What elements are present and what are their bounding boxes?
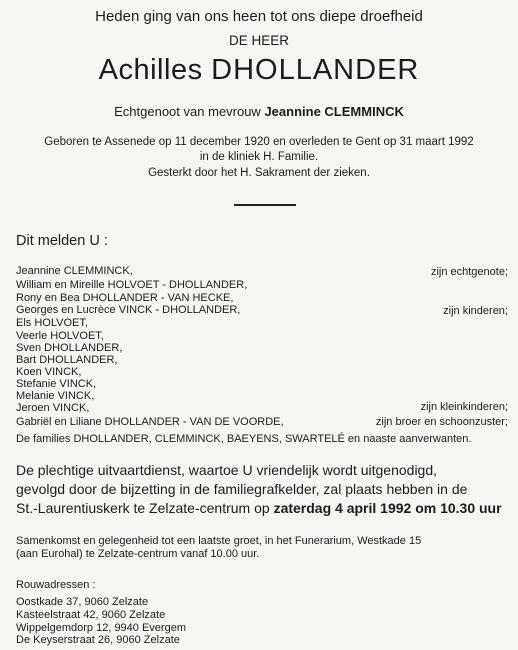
family-member: Gabriël en Liliane DHOLLANDER - VAN DE VOORDE, <box>16 416 284 428</box>
address-line: Wippelgemdorp 12, 9940 Evergem <box>16 622 186 634</box>
clinic-line: in de kliniek H. Familie. <box>199 151 319 163</box>
family-member: William en Mireille HOLVOET - DHOLLANDER, <box>16 279 248 291</box>
relation-siblings: zijn broer en schoonzuster; <box>375 416 508 428</box>
address-line: Kasteelstraat 42, 9060 Zelzate <box>16 609 166 621</box>
family-member: Els HOLVOET, <box>16 317 88 329</box>
ceremony-place: St.-Laurentiuskerk te Zelzate-centrum op <box>16 500 270 516</box>
sacrament-line: Gesterkt door het H. Sakrament der zieken. <box>148 167 370 179</box>
ceremony-line <box>16 500 502 516</box>
addresses-heading: Rouwadressen : <box>16 579 96 591</box>
address-line: Oostkade 37, 9060 Zelzate <box>16 596 149 608</box>
divider <box>234 204 296 206</box>
gathering-line: Samenkomst en gelegenheid tot een laatste groet, in het Funerarium, Westkade 15 <box>16 535 422 547</box>
spouse-line <box>0 104 518 119</box>
deceased-name <box>0 54 518 87</box>
family-member: Georges en Lucrèce VINCK - DHOLLANDER, <box>16 304 241 316</box>
relation-children: zijn kinderen; <box>443 305 508 317</box>
family-member: Stefanie VINCK, <box>16 378 97 390</box>
ceremony-line: gevolgd door de bijzetting in de familiegrafkelder, zal plaats hebben in de <box>16 481 468 497</box>
title-text: DE HEER <box>228 33 289 48</box>
family-member: Sven DHOLLANDER, <box>16 342 123 354</box>
family-member: Bart DHOLLANDER, <box>16 354 118 366</box>
family-member: Rony en Bea DHOLLANDER - VAN HECKE, <box>16 292 234 304</box>
surname: DHOLLANDER <box>211 54 420 86</box>
spouse-prefix: Echtgenoot van mevrouw <box>114 104 261 119</box>
ceremony-line: De plechtige uitvaartdienst, waartoe U vriendelijk wordt uitgenodigd, <box>16 462 438 478</box>
ceremony-date: zaterdag 4 april 1992 om 10.30 uur <box>273 500 502 516</box>
family-member: Melanie VINCK, <box>16 390 95 402</box>
family-member: Jeannine CLEMMINCK, <box>16 265 133 277</box>
family-member: De families DHOLLANDER, CLEMMINCK, BAEYENS, SWARTELÉ en naaste aanverwanten. <box>16 433 472 445</box>
birth-death-line: Geboren te Assenede op 11 december 1920 en overleden te Gent op 31 maart 1992 <box>44 136 474 148</box>
announcers-heading: Dit melden U : <box>16 233 108 249</box>
intro-text: Heden ging van ons heen tot ons diepe droefheid <box>95 8 423 25</box>
family-member: Jeroen VINCK, <box>16 402 90 414</box>
family-member: Veerle HOLVOET, <box>16 330 104 342</box>
given-name: Achilles <box>98 54 203 86</box>
family-member: Koen VINCK, <box>16 366 82 378</box>
address-line: De Keyserstraat 26, 9060 Zelzate <box>16 634 180 646</box>
relation-spouse: zijn echtgenote; <box>430 266 508 278</box>
spouse-name: Jeannine CLEMMINCK <box>264 104 404 119</box>
gathering-line: (aan Eurohal) te Zelzate-centrum vanaf 10.00 uur. <box>16 548 260 560</box>
relation-grandchildren: zijn kleinkinderen; <box>420 401 508 413</box>
